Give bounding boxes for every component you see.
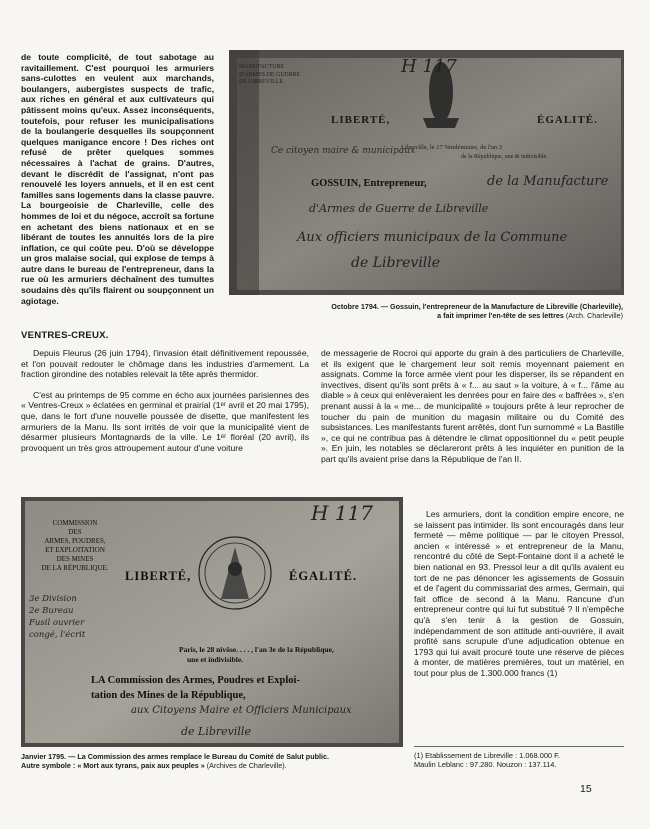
footnote-line2: Maulin Leblanc : 97.280. Nouzon : 137.114. [414,760,557,769]
letterhead-handwriting-left: Ce citoyen maire & municipaux [271,146,416,156]
caption-1795-source: (Archives de Charleville). [206,761,287,770]
letterhead-handwriting-line4: d'Armes de Guerre de Libreville [309,202,489,215]
right-column-paragraph: de messagerie de Rocroi qui apporte du grain à des particuliers de Charleville, et ils exigent que le chargement leur soit remis moyennant paiement en assignats. Comme la force armée vient pour les disperser, ils se répandent en invectives, disent qu'ils sont prêts à « f... au saut » la voiture, à « f... l'âme au diable » à ceux qui enlèveraient les denrées pour en faire des « baffrées », s'en prenant aussi à la « me... de municipalité » toujours prête à leur reprocher de toucher du pain de munition du magasin militaire ou du Comité des subsistances. Les manifestants furent arrêtés, dont l'un surnommé « La Bastille », ce qui ne contribua pas à détendre le climat oppositionnel du « petit peuple ». En juin, les notables se déclareront prêts à les inquiéter en punition de la part qu'ils avaient prise dans la République de l'an II. [321,348,624,464]
photo-caption-1795 [21,752,401,770]
commission-archive-number: H 117 [311,501,373,525]
caption-1794-source: (Arch. Charleville) [565,311,623,320]
footnote [414,751,624,769]
letterhead-photo-1794 [229,50,624,295]
letterhead-date-line-2: de la République, une & indivisible. [461,154,548,160]
section-heading: VENTRES-CREUX. [21,330,109,341]
paragraph-ventres-creux: C'est au printemps de 95 comme en écho aux journées parisiennes des « Ventres-Creux » éclatées en germinal et prairial (1ᵉʳ avril et 20 mai 1795), que, dans le fort d'une nouvelle poussée de disette, que manifestent les armuriers de la Manu. Ils sont irrités de voir que la municipalité vient de désarmer plusieurs Montagnards de la ville. Le 1ᵉʳ floréal (20 avril), ils provoquent un très gros attroupement autour d'une voiture [21,389,309,453]
letterhead-left-header: MANUFACTURE D'ARMES DE GUERRE DE LIBREVILLE. [239,64,301,85]
letterhead-date-line: Libreville, le 17 Vendémiaire, de l'an 3 [401,144,503,151]
commission-title-line2: tation des Mines de la République, [91,690,246,701]
commission-handwriting-line1: aux Citoyens Maire et Officiers Municipaux [131,705,352,716]
armuriers-paragraph: Les armuriers, dont la condition empire encore, ne se laissent pas intimider. Ils sont encouragés dans leur fermeté — même politique — par le citoyen Pressol, ancien « intéressé » et entrepreneur de la Manu, rencontré du côté de Sept-Fontaine dont il a acheté le bien national en 93. Pressol leur a dit qu'ils avaient eu tort de ne pas dénoncer les agissements de Gossuin et de l'agent du commissariat des armes, Germain, qui fait office de second à la Manu. Rancune d'un entrepreneur contre qui lui fut substitué ? Il n'empêche qu'à s'en tenir à la gestion de Gossuin, indépendamment de son attitude anti-ouvrière, il avait profité sans scrupule d'une adjudication obtenue en 1793 qui lui avait procuré toute une réserve de pièces à monter, de matières premières, tout un matériel, en tout pour plus de 1.300.000 francs (1) [414,509,624,678]
letterhead-liberte: LIBERTÉ, [331,114,391,126]
footnote-line1: (1) Etablissement de Libreville : 1.068.000 F. [414,751,560,760]
commission-left-header: COMMISSION DES ARMES, POUDRES, ET EXPLOITATION DES MINES DE LA RÉPUBLIQUE. [41,519,109,572]
caption-1794-line1: Octobre 1794. — Gossuin, l'entrepreneur de la Manufacture de Libreville (Charleville), [331,302,623,311]
letterhead-handwriting-line6: de Libreville [351,255,441,271]
left-column [21,348,309,453]
commission-egalite: ÉGALITÉ. [289,569,358,583]
commission-margin-notes: 3e Division 2e Bureau Fusil ouvrier congé, l'écrit [29,594,86,640]
caption-1794-line2: a fait imprimer l'en-tête de ses lettres [437,311,564,320]
letterhead-archive-number: H 117 [401,56,457,77]
caption-1795-line1: Janvier 1795. — La Commission des armes remplace le Bureau du Comité de Salut public. [21,752,329,761]
caption-1795-line2: Autre symbole : « Mort aux tyrans, paix aux peuples » [21,761,205,770]
page-number: 15 [580,783,592,795]
commission-date-line-2: une et indivisible. [187,655,244,664]
commission-letter-photo-1795 [21,497,403,747]
commission-liberte: LIBERTÉ, [125,569,192,583]
paragraph-fleurus: Depuis Fleurus (26 juin 1794), l'invasion était définitivement repoussée, et l'on pouvait redouter le chômage dans les industries d'armement. La fraction girondine des notables relevait la tête après thermidor. [21,348,309,380]
letterhead-handwriting-right: de la Manufacture [487,174,609,189]
letterhead-gossuin: GOSSUIN, Entrepreneur, [311,178,427,189]
footnote-divider [414,746,624,747]
letterhead-handwriting-line5: Aux officiers municipaux de la Commune [297,230,568,245]
letterhead-egalite: ÉGALITÉ. [537,114,598,126]
commission-handwriting-line2: de Libreville [181,725,251,738]
photo-caption-1794 [240,302,623,320]
commission-date-line: Paris, le 28 nivôse. . . . , l'an 3e de la République, [179,645,334,654]
intro-paragraph: de toute complicité, de tout sabotage au ravitaillement. C'est pourquoi les armuriers sans-culottes en veulent aux marchands, boulangers, aubergistes suspects de trafic, aux riches en général et aux cultivateurs qui pâtissent moins qu'eux. Assez inconséquents, toutefois, pour refuser les municipalisations de la boulangerie desquelles ils soupçonnent quelques manigance encore ! Des riches ont refusé de prêter quelques sommes nécessaires à l'achat de grains. D'autres, devant le discrédit de l'assignat, n'ont pas renouvelé les loyers annuels, et il en est cent familles sans logements dans la classe pauvre. La bourgeoisie de Charleville, celle des hommes de loi et du négoce, accroît sa fortune en achetant des biens nationaux et en se libérant de toutes les annuités lors de la pire inflation, ce qui coûte peu. D'où se développe un gros malaise social, qui explose de temps à autre dans le bureau de l'entrepreneur, dans la rue où les armuriers déchaînent des tumultes soudains dès qu'ils flairent ou soupçonnent un agiotage. [21,52,214,306]
commission-title-line1: LA Commission des Armes, Poudres et Exploi- [91,675,300,686]
